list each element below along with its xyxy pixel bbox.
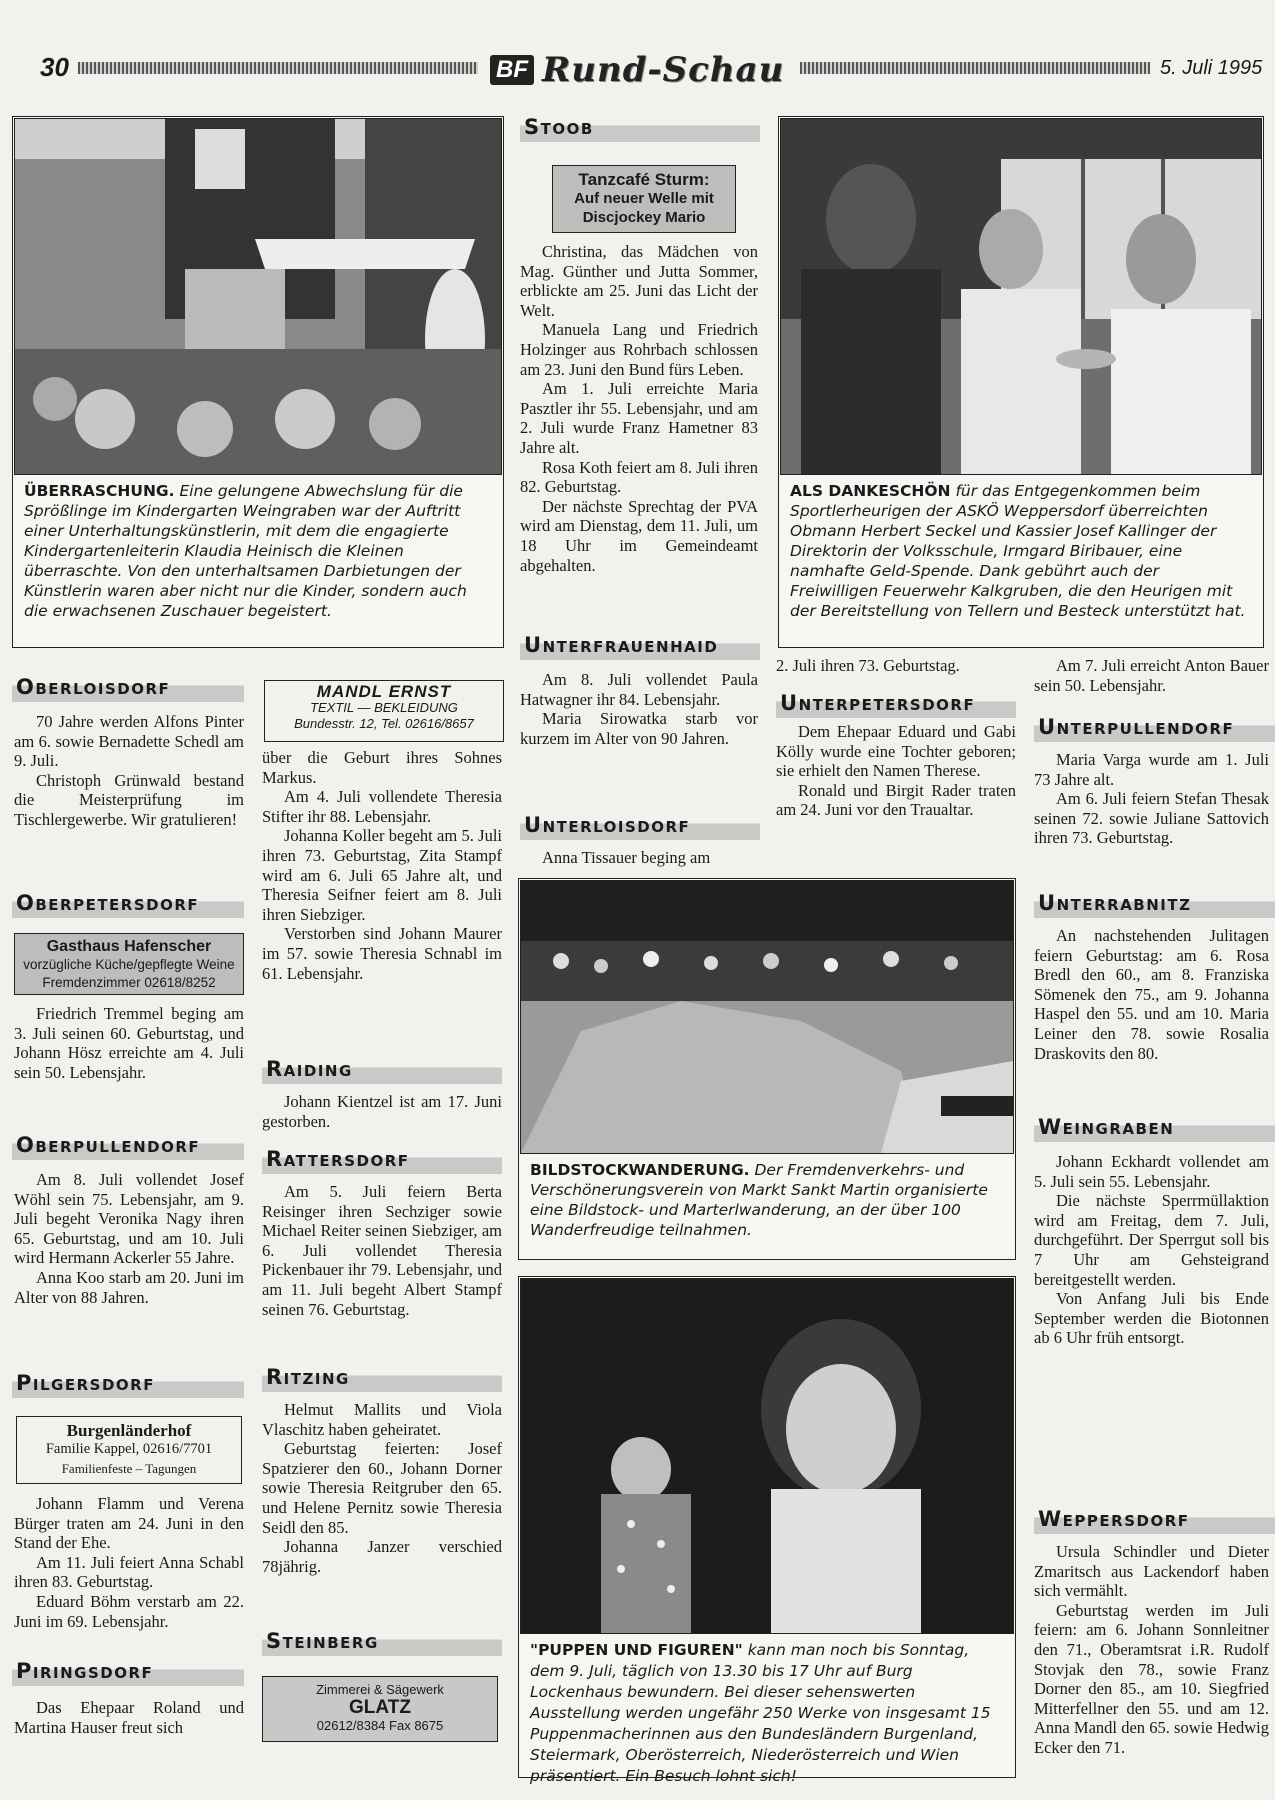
ritzing-paragraph: Johanna Janzer verschied 78jährig. bbox=[262, 1537, 502, 1576]
col2-paragraph: über die Geburt ihres Sohnes Markus. bbox=[262, 748, 502, 787]
ad-tanzcafe-title: Tanzcafé Sturm: bbox=[578, 170, 710, 189]
ad-burgenlaenderhof-title: Burgenländerhof bbox=[66, 1421, 192, 1440]
column-unterfrauenhaid bbox=[520, 670, 758, 748]
section-heading-weingraben: WEINGRABEN bbox=[1034, 1112, 1275, 1142]
col5-paragraph: Am 7. Juli erreicht Anton Bauer sein 50. Lebensjahr. bbox=[1034, 656, 1269, 695]
piringsdorf-paragraph: Das Ehepaar Roland und Martina Hauser freut sich bbox=[14, 1698, 244, 1737]
section-heading-oberpullendorf: OBERPULLENDORF bbox=[12, 1130, 244, 1160]
bildstock-caption-lead: BILDSTOCKWANDERUNG. bbox=[530, 1161, 750, 1179]
col2-paragraph: Am 4. Juli vollendete Theresia Stifter ihr 88. Lebensjahr. bbox=[262, 787, 502, 826]
column-piringsdorf bbox=[14, 1698, 244, 1737]
unterpullendorf-paragraph: Maria Varga wurde am 1. Juli 73 Jahre alt. bbox=[1034, 750, 1269, 789]
ad-glatz bbox=[262, 1676, 498, 1742]
masthead-logo bbox=[490, 50, 820, 90]
column-pilgersdorf bbox=[14, 1494, 244, 1631]
column-oberloisdorf bbox=[14, 712, 244, 830]
page-number: 30 bbox=[40, 52, 69, 82]
column-unterloisdorf bbox=[520, 848, 758, 868]
unterfrauenhaid-paragraph: Am 8. Juli vollendet Paula Hatwagner ihr 84. Lebensjahr. bbox=[520, 670, 758, 709]
stoob-paragraph: Rosa Koth feiert am 8. Juli ihren 82. Geburtstag. bbox=[520, 457, 758, 497]
unterpetersdorf-paragraph: Dem Ehepaar Eduard und Gabi Kölly wurde eine Tochter geboren; sie erhielt den Namen Therese. bbox=[776, 722, 1016, 781]
column-stoob bbox=[520, 242, 758, 575]
column-5-top bbox=[1034, 656, 1269, 695]
ritzing-paragraph: Geburtstag feierten: Josef Spatzierer den 60., Johann Dorner sowie Theresia Reitgruber den 65. und Helene Pernitz sowie Theresia Seidl den 85. bbox=[262, 1439, 502, 1537]
section-heading-stoob: STOOB bbox=[520, 112, 760, 142]
column-weingraben bbox=[1034, 1152, 1269, 1348]
ad-tanzcafe-line2: Auf neuer Welle mit bbox=[574, 190, 714, 207]
ad-glatz-title: GLATZ bbox=[349, 1697, 411, 1718]
unterloisdorf-continuation: 2. Juli ihren 73. Geburtstag. bbox=[776, 656, 960, 675]
kindergarten-caption bbox=[14, 474, 500, 644]
weppersdorf-paragraph: Ursula Schindler und Dieter Zmaritsch aus Lackendorf haben sich vermählt. bbox=[1034, 1542, 1269, 1601]
kindergarten-caption-text: Eine gelungene Abwechslung für die Sprößlinge im Kindergarten Weingraben war der Auftritt einer Unterhaltungskünstlerin, mit dem die engagierte Kindergartenleiterin Klaudia Heinisch die Kleinen überraschte. Von den unterhaltsamen Darbietungen der Künstlerin waren aber nicht nur die Kinder, sondern auch die erwachsenen Zuschauer begeistert. bbox=[24, 482, 467, 620]
kindergarten-caption-lead: ÜBERRASCHUNG. bbox=[24, 482, 175, 500]
section-heading-ritzing: RITZING bbox=[262, 1362, 502, 1392]
section-heading-unterpetersdorf: UNTERPETERSDORF bbox=[776, 688, 1016, 718]
unterpullendorf-paragraph: Am 6. Juli feiern Stefan Thesak seinen 72. sowie Juliane Sattovich ihren 73. Geburtstag. bbox=[1034, 789, 1269, 848]
column-unterpetersdorf bbox=[776, 722, 1016, 820]
issue-date: 5. Juli 1995 bbox=[1160, 57, 1263, 79]
kindergarten-photo bbox=[14, 118, 502, 475]
ad-mandl-title: MANDL ERNST bbox=[316, 682, 452, 701]
weingraben-paragraph: Die nächste Sperrmüllaktion wird am Freitag, dem 7. Juli, durchgeführt. Der Sperrgut soll bis 7 Uhr am Gehsteigrand bereitgestellt werden. bbox=[1034, 1191, 1269, 1289]
column-rattersdorf bbox=[262, 1182, 502, 1319]
pilgersdorf-paragraph: Eduard Böhm verstarb am 22. Juni im 69. Lebensjahr. bbox=[14, 1591, 244, 1631]
column-oberpetersdorf bbox=[14, 1004, 244, 1082]
section-heading-oberpetersdorf: OBERPETERSDORF bbox=[12, 888, 244, 918]
column-2-top bbox=[262, 748, 502, 983]
section-heading-unterrabnitz: UNTERRABNITZ bbox=[1034, 888, 1275, 918]
stoob-paragraph: Der nächste Sprechtag der PVA wird am Dienstag, dem 11. Juli, um 18 Uhr im Gemeindeamt abgehalten. bbox=[520, 496, 758, 575]
puppen-caption-lead: "PUPPEN UND FIGUREN" bbox=[530, 1641, 743, 1659]
stoob-paragraph: Christina, das Mädchen von Mag. Günther und Jutta Sommer, erblickte am 25. Juni das Licht der Welt. bbox=[520, 242, 758, 320]
dankeschoen-caption-text: für das Entgegenkommen beim Sportlerheurigen der ASKÖ Weppersdorf überreichten Obmann Herbert Seckel und Kassier Josef Kallinger der Direktorin der Volksschule, Irmgard Biribauer, eine namhafte Geld-Spende. Dank gebührt auch der Freiwilligen Feuerwehr Kalkgruben, die den Heurigen mit der Bereitstellung von Tellern und Besteck unterstützt hat. bbox=[790, 482, 1246, 620]
ad-mandl bbox=[264, 680, 504, 742]
pilgersdorf-paragraph: Johann Flamm und Verena Bürger traten am 24. Juni in den Stand der Ehe. bbox=[14, 1494, 244, 1553]
col2-paragraph: Johanna Koller begeht am 5. Juli ihren 73. Geburtstag, Zita Stampf wird am 6. Juli 65 Jahre alt, und Theresia Seifner feiert am 8. Juli ihren Siebziger. bbox=[262, 826, 502, 924]
section-heading-unterfrauenhaid: UNTERFRAUENHAID bbox=[520, 630, 760, 660]
raiding-paragraph: Johann Kientzel ist am 17. Juni gestorben. bbox=[262, 1092, 502, 1131]
logo-title: Rund-Schau bbox=[542, 50, 785, 90]
weppersdorf-paragraph: Geburtstag werden im Juli feiern: am 6. Johann Sonnleitner den 71., Oberamtsrat i.R. Rudolf Stovjak den 78., sowie Franz Dorner den 85., am 10. Siegfried Mitterfellner den 55. und am 12. Anna Mandl den 65. sowie Hedwig Ecker den 71. bbox=[1034, 1600, 1269, 1757]
section-heading-piringsdorf: PIRINGSDORF bbox=[12, 1656, 244, 1686]
column-oberpullendorf bbox=[14, 1170, 244, 1307]
masthead-rule-right bbox=[800, 62, 1150, 74]
ad-hafenscher bbox=[14, 933, 244, 995]
puppen-photo bbox=[520, 1278, 1014, 1634]
ad-burgenlaenderhof bbox=[16, 1416, 242, 1484]
section-heading-weppersdorf: WEPPERSDORF bbox=[1034, 1504, 1275, 1534]
stoob-paragraph: Manuela Lang und Friedrich Holzinger aus Rohrbach schlossen am 23. Juni den Bund fürs Leben. bbox=[520, 320, 758, 379]
column-raiding bbox=[262, 1092, 502, 1131]
logo-badge: BF bbox=[490, 55, 534, 85]
section-heading-oberloisdorf: OBERLOISDORF bbox=[12, 672, 244, 702]
ad-hafenscher-title: Gasthaus Hafenscher bbox=[46, 938, 212, 955]
bildstock-photo bbox=[520, 880, 1014, 1154]
col2-paragraph: Verstorben sind Johann Maurer im 57. sowie Theresia Schnabl im 61. Lebensjahr. bbox=[262, 924, 502, 983]
unterrabnitz-paragraph: An nachstehenden Julitagen feiern Geburtstag: am 6. Rosa Bredl den 60., am 8. Franziska Sömenek den 75., am 9. Johanna Haspel den 55. und am 10. Maria Leiner den 78. sowie Rosalia Draskovits den 80. bbox=[1034, 926, 1269, 1063]
oberpullendorf-paragraph: Am 8. Juli vollendet Josef Wöhl sein 75. Lebensjahr, am 9. Juli begeht Veronika Nagy ihren 65. Geburtstag, und am 10. Juli wird Hermann Ackerler 55 Jahre. bbox=[14, 1170, 244, 1268]
oberpetersdorf-paragraph: Friedrich Tremmel beging am 3. Juli seinen 60. Geburtstag, und Johann Hösz erreichte am 4. Juli sein 50. Lebensjahr. bbox=[14, 1004, 244, 1082]
ad-hafenscher-line3: Fremdenzimmer 02618/8252 bbox=[42, 975, 216, 990]
column-ritzing bbox=[262, 1400, 502, 1576]
pilgersdorf-paragraph: Am 11. Juli feiert Anna Schabl ihren 83. Geburtstag. bbox=[14, 1552, 244, 1592]
section-heading-pilgersdorf: PILGERSDORF bbox=[12, 1368, 244, 1398]
unterpetersdorf-paragraph: Ronald und Birgit Rader traten am 24. Juni vor den Traualtar. bbox=[776, 780, 1016, 820]
section-heading-unterpullendorf: UNTERPULLENDORF bbox=[1034, 712, 1275, 742]
ad-glatz-line3: 02612/8384 Fax 8675 bbox=[316, 1718, 444, 1733]
puppen-caption bbox=[520, 1633, 1012, 1785]
column-unterrabnitz bbox=[1034, 926, 1269, 1063]
section-heading-steinberg: STEINBERG bbox=[262, 1626, 502, 1656]
bildstock-caption-text: Der Fremdenverkehrs- und Verschönerungsverein von Markt Sankt Martin organisierte eine Bildstock- und Marterlwanderung, an der über 100 Wanderfreudige teilnahmen. bbox=[530, 1161, 988, 1239]
bildstock-caption bbox=[520, 1153, 1012, 1256]
ad-tanzcafe-line3: Discjockey Mario bbox=[582, 209, 706, 226]
section-heading-rattersdorf: RATTERSDORF bbox=[262, 1144, 502, 1174]
ad-burgenlaenderhof-line2: Familie Kappel, 02616/7701 bbox=[45, 1441, 213, 1457]
section-heading-raiding: RAIDING bbox=[262, 1054, 502, 1084]
column-unterloisdorf-cont bbox=[776, 656, 1016, 676]
puppen-caption-text: kann man noch bis Sonntag, dem 9. Juli, täglich von 13.30 bis 17 Uhr auf Burg Lockenhaus bewundern. Bei dieser sehenswerten Ausstellung werden ungefähr 250 Werke von insgesamt 15 Puppenmacherinnen aus den Bundesländern Burgenland, Steiermark, Oberösterreich, Niederösterreich und Wien präsentiert. Ein Besuch lohnt sich! bbox=[530, 1641, 991, 1785]
unterloisdorf-paragraph: Anna Tissauer beging am bbox=[542, 848, 711, 867]
unterfrauenhaid-paragraph: Maria Sirowatka starb vor kurzem im Alter von 90 Jahren. bbox=[520, 709, 758, 748]
weingraben-paragraph: Johann Eckhardt vollendet am 5. Juli sein 55. Lebensjahr. bbox=[1034, 1152, 1269, 1191]
stoob-paragraph: Am 1. Juli erreichte Maria Pasztler ihr 55. Lebensjahr, und am 2. Juli wurde Franz Hametner 83 Jahre alt. bbox=[520, 379, 758, 457]
dankeschoen-caption bbox=[780, 474, 1260, 644]
oberloisdorf-paragraph: Christoph Grünwald bestand die Meisterprüfung im Tischlergewerbe. Wir gratulieren! bbox=[14, 770, 244, 829]
column-unterpullendorf bbox=[1034, 750, 1269, 848]
section-heading-unterloisdorf: UNTERLOISDORF bbox=[520, 810, 760, 840]
oberpullendorf-paragraph: Anna Koo starb am 20. Juni im Alter von 88 Jahren. bbox=[14, 1267, 244, 1307]
ad-tanzcafe bbox=[552, 165, 736, 233]
dankeschoen-caption-lead: ALS DANKESCHÖN bbox=[790, 482, 951, 500]
ritzing-paragraph: Helmut Mallits und Viola Vlaschitz haben geheiratet. bbox=[262, 1400, 502, 1439]
ad-burgenlaenderhof-line3: Familienfeste – Tagungen bbox=[61, 1461, 197, 1476]
column-weppersdorf bbox=[1034, 1542, 1269, 1758]
ad-mandl-line2: TEXTIL — BEKLEIDUNG bbox=[310, 700, 458, 715]
oberloisdorf-paragraph: 70 Jahre werden Alfons Pinter am 6. sowie Bernadette Schedl am 9. Juli. bbox=[14, 712, 244, 771]
rattersdorf-paragraph: Am 5. Juli feiern Berta Reisinger ihren Sechziger sowie Michael Reiter seinen Siebziger, am 6. Juli vollendet Theresia Pickenbauer ihr 79. Lebensjahr, und am 11. Juli begeht Albert Stampf seinen 76. Geburtstag. bbox=[262, 1182, 502, 1319]
dankeschoen-photo bbox=[780, 118, 1262, 475]
masthead-rule-left bbox=[78, 62, 478, 74]
ad-mandl-line3: Bundesstr. 12, Tel. 02616/8657 bbox=[294, 716, 474, 731]
ad-glatz-line1: Zimmerei & Sägewerk bbox=[316, 1682, 444, 1697]
weingraben-paragraph: Von Anfang Juli bis Ende September werden die Biotonnen ab 6 Uhr früh entsorgt. bbox=[1034, 1289, 1269, 1348]
ad-hafenscher-line2: vorzügliche Küche/gepflegte Weine bbox=[23, 957, 235, 972]
